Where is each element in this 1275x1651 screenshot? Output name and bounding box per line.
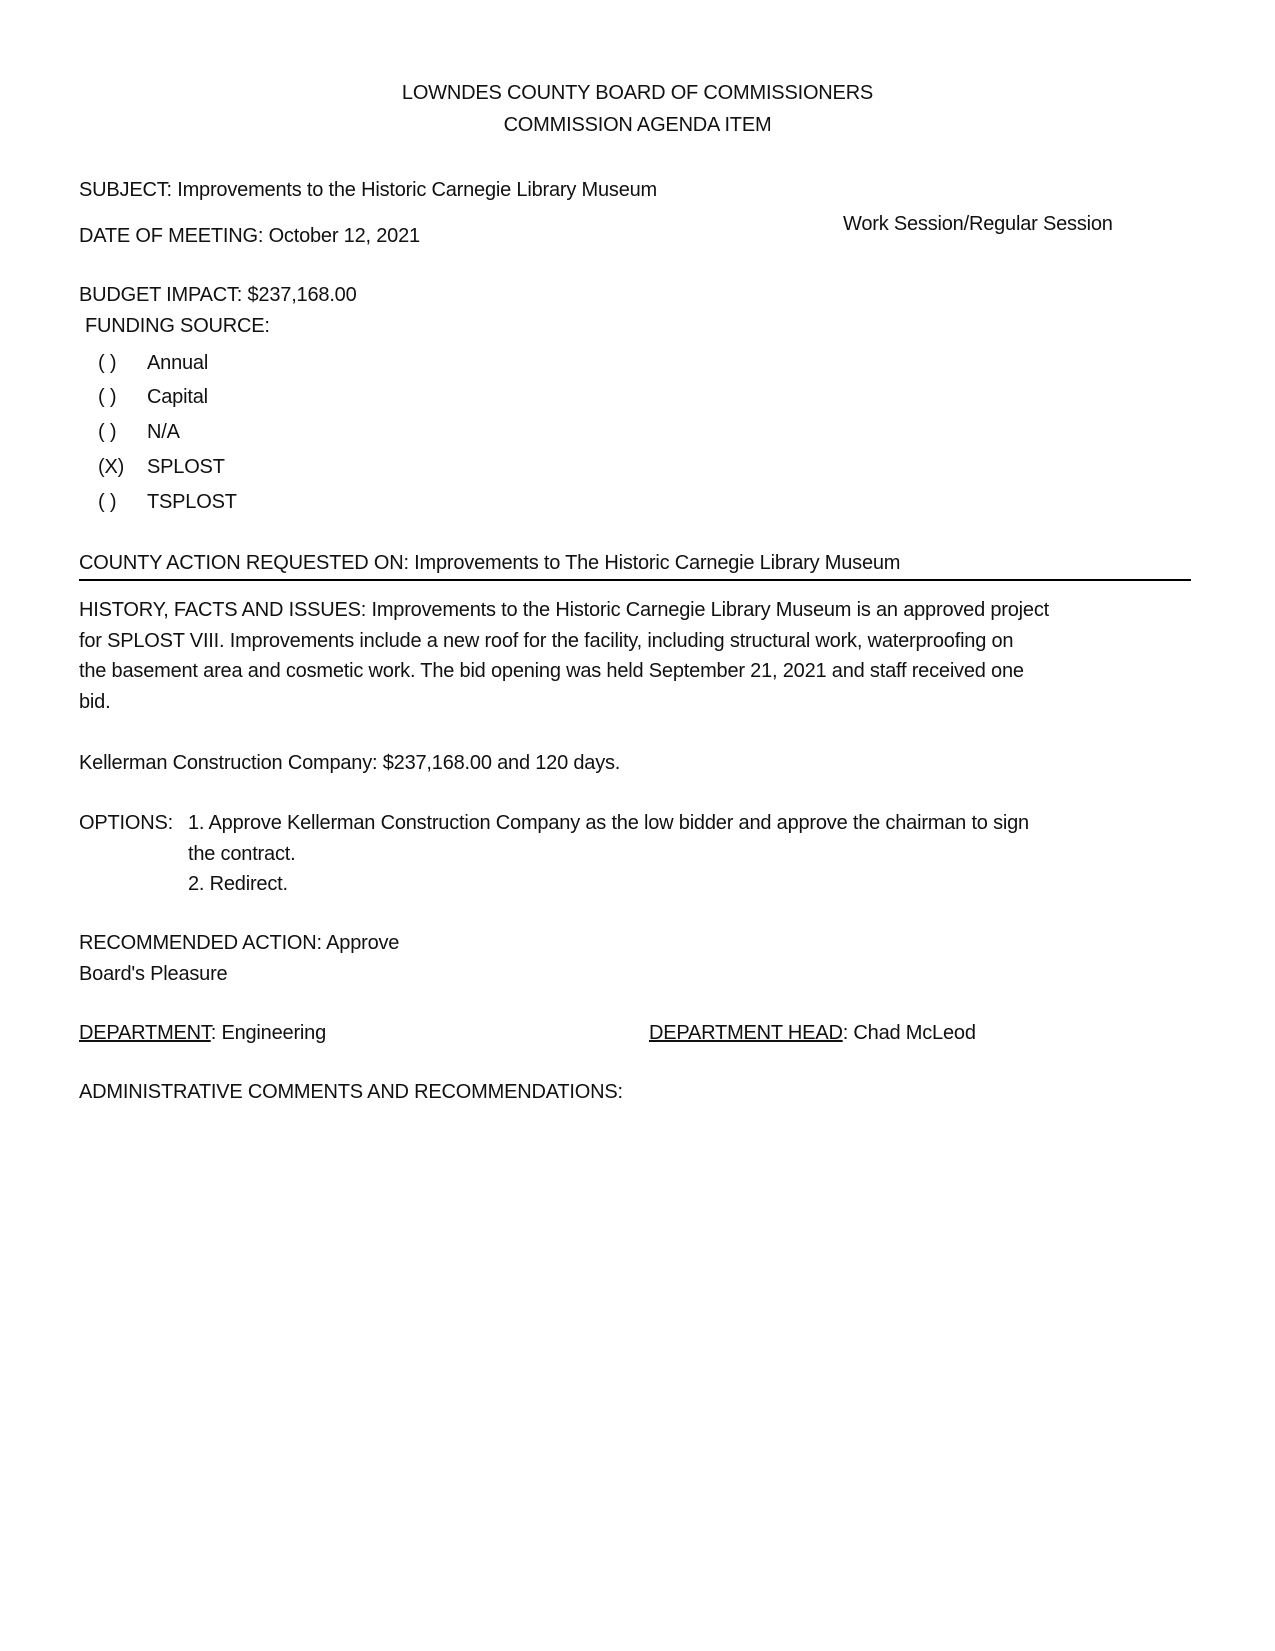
history-line: for SPLOST VIII. Improvements include a new roof for the facility, including structural work, waterproofing on: [79, 630, 1014, 652]
option-1: 1. Approve Kellerman Construction Company as the low bidder and approve the chairman to sign: [188, 812, 1029, 834]
funding-mark: (X): [98, 456, 125, 478]
header-title: LOWNDES COUNTY BOARD OF COMMISSIONERS: [401, 82, 874, 104]
divider: [79, 579, 1191, 581]
county-action-requested: COUNTY ACTION REQUESTED ON: Improvements to The Historic Carnegie Library Museum: [79, 552, 901, 574]
department-label: DEPARTMENT: [79, 1022, 211, 1044]
options-label: OPTIONS:: [79, 812, 173, 834]
date-of-meeting: DATE OF MEETING: October 12, 2021: [79, 225, 420, 247]
funding-label: TSPLOST: [147, 491, 237, 513]
funding-mark: ( ): [98, 352, 117, 374]
subject: SUBJECT: Improvements to the Historic Carnegie Library Museum: [79, 179, 658, 201]
bid-summary: Kellerman Construction Company: $237,168.00 and 120 days.: [79, 752, 621, 774]
department-head: [649, 1020, 976, 1046]
funding-source-label: FUNDING SOURCE:: [85, 315, 270, 337]
department-head-value: : Chad McLeod: [842, 1022, 976, 1044]
boards-pleasure: Board's Pleasure: [79, 963, 228, 985]
department: [79, 1020, 326, 1046]
department-head-label: DEPARTMENT HEAD: [649, 1022, 843, 1044]
funding-label: Capital: [147, 386, 208, 408]
session-type: Work Session/Regular Session: [843, 213, 1113, 235]
recommended-action: RECOMMENDED ACTION: Approve: [79, 932, 400, 954]
history-line: HISTORY, FACTS AND ISSUES: Improvements to the Historic Carnegie Library Museum is an approved project: [79, 599, 1050, 621]
funding-mark: ( ): [98, 386, 117, 408]
history-line: bid.: [79, 691, 111, 713]
budget-impact: BUDGET IMPACT: $237,168.00: [79, 284, 357, 306]
option-1-continued: the contract.: [188, 843, 296, 865]
funding-label: N/A: [147, 421, 180, 443]
administrative-comments: ADMINISTRATIVE COMMENTS AND RECOMMENDATIONS:: [79, 1081, 623, 1103]
funding-label: SPLOST: [147, 456, 225, 478]
header-subtitle: COMMISSION AGENDA ITEM: [503, 114, 772, 136]
department-value: : Engineering: [210, 1022, 326, 1044]
funding-mark: ( ): [98, 421, 117, 443]
option-2: 2. Redirect.: [188, 873, 288, 895]
history-line: the basement area and cosmetic work. The bid opening was held September 21, 2021 and staff received one: [79, 660, 1024, 682]
funding-label: Annual: [147, 352, 209, 374]
funding-mark: ( ): [98, 491, 117, 513]
